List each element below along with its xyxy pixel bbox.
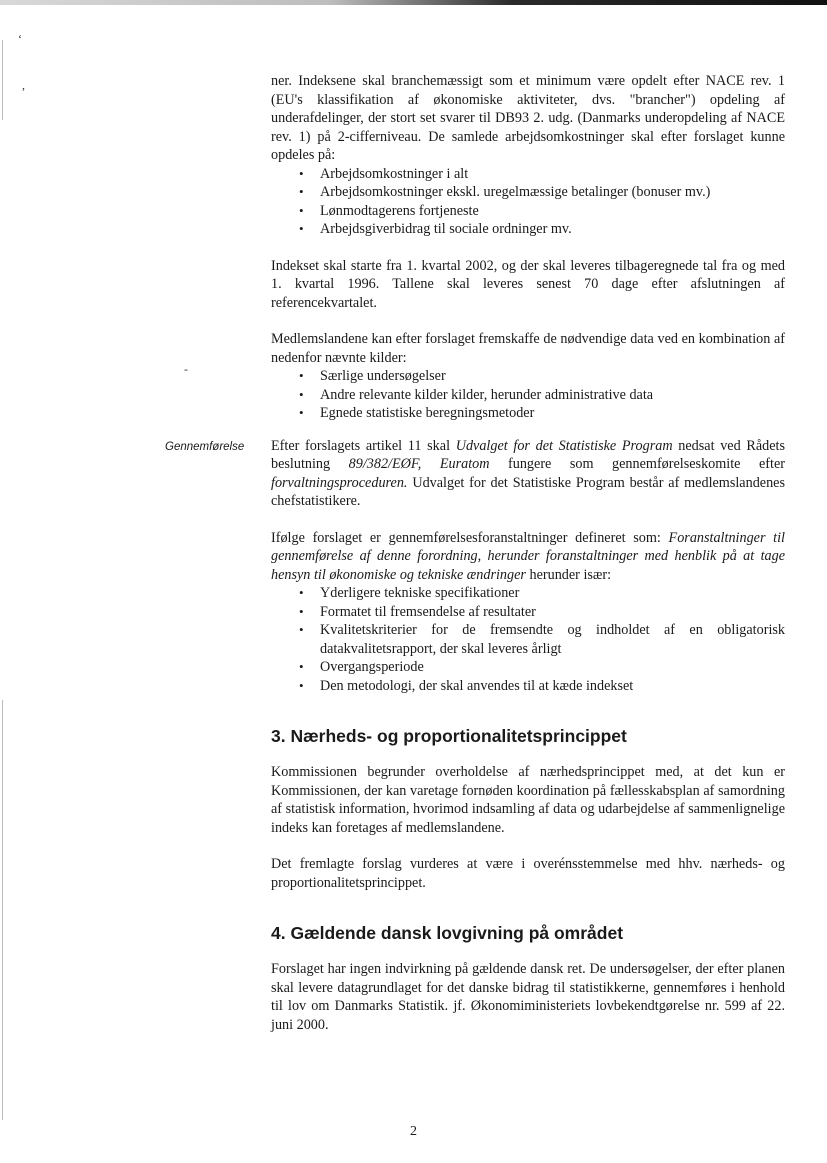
list-item: • Lønmodtagerens fortjeneste (271, 202, 785, 221)
list-item: • Kvalitetskriterier for de fremsendte og indholdet af en obligatorisk datakvalitetsrapport, der skal leveres årligt (271, 621, 785, 658)
bullet-list (271, 165, 785, 239)
paragraph: Forslaget har ingen indvirkning på gældende dansk ret. De undersøgelser, der efter planen skal levere datagrundlaget for det danske bidrag til statistikkerne, gennemføres i henhold til lov om Danmarks Statistik. jf. Økonomiministeriets lovbekendtgørelse nr. 599 af 22. juni 2000. (271, 961, 785, 1033)
paragraph: Kommissionen begrunder overholdelse af nærhedsprincippet med, at det kun er Kommissionen, der kan varetage fornøden koordination på fællesskabsplan af samordning af statistisk information, hvorimod indsamling af data og udarbejdelse af sammenlignelige indeks kan foretages af medlemslandene. (271, 764, 785, 836)
list-item: • Særlige undersøgelser (271, 367, 785, 386)
scan-speck: - (184, 362, 188, 376)
paragraph: Medlemslandene kan efter forslaget fremskaffe de nødvendige data ved en kombination af nedenfor nævnte kilder: (271, 331, 785, 366)
list-item: • Yderligere tekniske specifikationer (271, 584, 785, 603)
list-item: • Arbejdsomkostninger ekskl. uregelmæssige betalinger (bonuser mv.) (271, 183, 785, 202)
paragraph: ner. Indeksene skal branchemæssigt som et minimum være opdelt efter NACE rev. 1 (EU's klassifikation af økonomiske aktiviteter, dvs. "brancher") opdeling af underafdelinger, der stort set svarer til DB93 2. udg. (Danmarks underopdeling af NACE rev. 1) på 2-cifferniveau. De samlede arbejdsomkostninger skal efter forslaget kunne opdeles på: (271, 73, 785, 163)
list-item: • Arbejdsgiverbidrag til sociale ordninger mv. (271, 220, 785, 239)
paragraph: Indekset skal starte fra 1. kvartal 2002, og der skal leveres tilbageregnede tal fra og med 1. kvartal 1996. Tallene skal leveres senest 70 dage efter afslutningen af referencekvartalet. (271, 257, 785, 311)
paragraph-implementation: Efter forslagets artikel 11 skal Udvalget for det Statistiske Program nedsat ved Rådets beslutning 89/382/EØF, Euratom fungere som gennemførelseskomite efter forvaltningsproceduren. Udvalget for det Statistiske Program består af medlemslandenes chefstatistikere. (271, 437, 785, 509)
list-item: • Overgangsperiode (271, 658, 785, 677)
page-number: 2 (410, 1124, 417, 1139)
list-item: • Formatet til fremsendelse af resultater (271, 603, 785, 622)
scan-speck: ‘ (18, 32, 22, 46)
paragraph: Det fremlagte forslag vurderes at være i overénsstemmelse med hhv. nærheds- og proportionalitetsprincippet. (271, 856, 785, 891)
margin-label: Gennemførelse (165, 441, 245, 453)
section-heading: 3. Nærheds- og proportionalitetsprincippet (271, 726, 627, 746)
bullet-list (271, 367, 785, 423)
list-item: • Andre relevante kilder kilder, herunder administrative data (271, 386, 785, 405)
list-item: • Egnede statistiske beregningsmetoder (271, 404, 785, 423)
scan-top-edge (0, 0, 827, 5)
scan-left-edge-lower (2, 700, 3, 1120)
bullet-list (271, 584, 785, 695)
section-heading: 4. Gældende dansk lovgivning på området (271, 923, 624, 943)
document-body (271, 72, 785, 1034)
scan-speck: , (22, 78, 25, 92)
list-item: • Arbejdsomkostninger i alt (271, 165, 785, 184)
scan-left-edge (2, 40, 3, 120)
paragraph-measures: Ifølge forslaget er gennemførelsesforanstaltninger defineret som: Foranstaltninger til gennemførelse af denne forordning, herunder foranstaltninger med henblik på at tage hensyn til økonomiske og tekniske ændringer herunder især: (271, 529, 785, 583)
list-item: • Den metodologi, der skal anvendes til at kæde indekset (271, 677, 785, 696)
